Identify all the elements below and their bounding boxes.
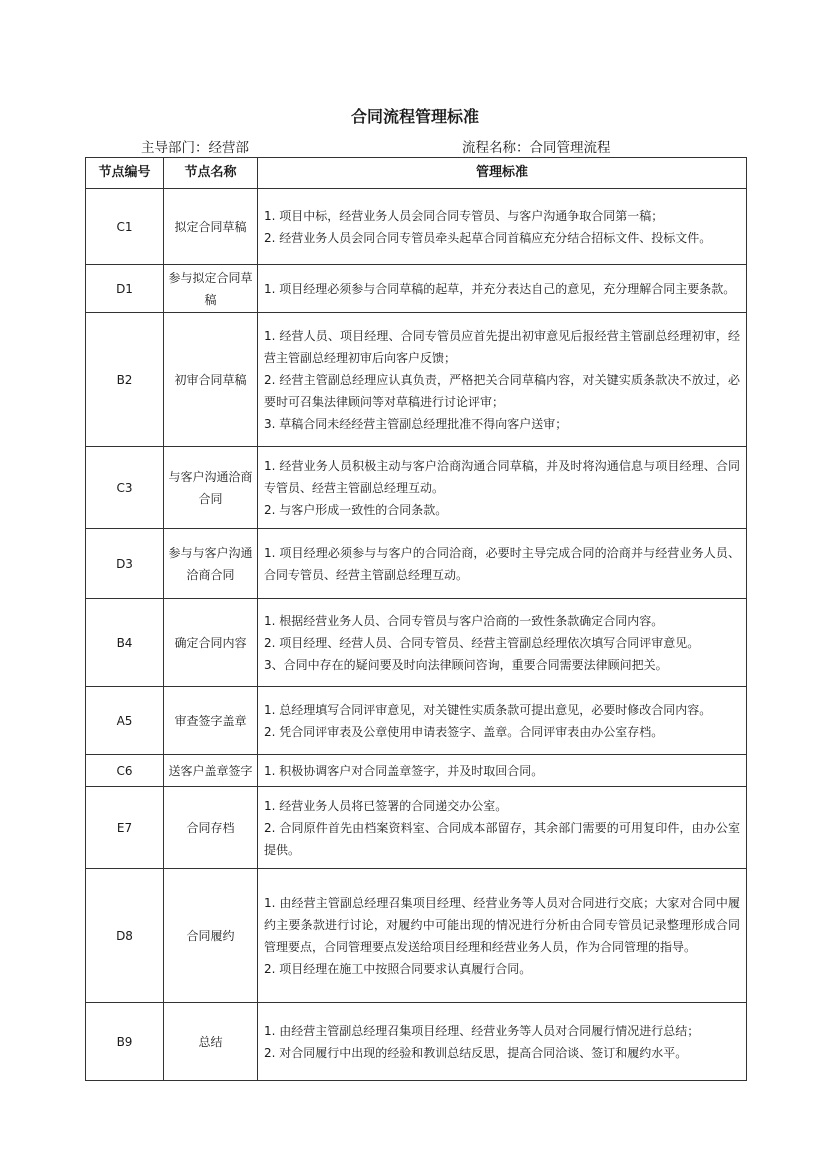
- process-name: 流程名称：合同管理流程: [462, 140, 611, 156]
- standard-item: 3、合同中存在的疑问要及时向法律顾问咨询，重要合同需要法律顾问把关。: [264, 657, 668, 672]
- node-code-cell: C3: [86, 447, 164, 529]
- standard-item: 2. 对合同履行中出现的经验和教训总结反思，提高合同洽谈、签订和履约水平。: [264, 1045, 688, 1060]
- standard-cell: [258, 687, 747, 755]
- standard-cell: [258, 447, 747, 529]
- table-row: [86, 313, 747, 447]
- node-code-cell: C6: [86, 755, 164, 787]
- standard-item: 1. 由经营主管副总经理召集项目经理、经营业务等人员对合同进行交底；大家对合同中履约主要条款进行讨论，对履约中可能出现的情况进行分析由合同专管员记录整理形成合同管理要点，合同管理要点发送给项目经理和经营业务人员，作为合同管理的指导。: [264, 895, 740, 954]
- standard-item: 1. 项目中标，经营业务人员会同合同专管员、与客户沟通争取合同第一稿；: [264, 208, 664, 223]
- standards-table: [85, 157, 747, 1081]
- standard-item: 1. 由经营主管副总经理召集项目经理、经营业务等人员对合同履行情况进行总结；: [264, 1023, 700, 1038]
- table-row: [86, 447, 747, 529]
- document-title: 合同流程管理标准: [350, 107, 479, 126]
- node-code-cell: A5: [86, 687, 164, 755]
- standard-cell: [258, 869, 747, 1003]
- table-row: [86, 599, 747, 687]
- node-code-cell: E7: [86, 787, 164, 869]
- node-code-cell: B4: [86, 599, 164, 687]
- standard-item: 2. 凭合同评审表及公章使用申请表签字、盖章。合同评审表由办公室存档。: [264, 724, 664, 739]
- node-code-cell: D1: [86, 265, 164, 313]
- node-code-cell: B9: [86, 1003, 164, 1081]
- node-code-cell: B2: [86, 313, 164, 447]
- standard-cell: [258, 787, 747, 869]
- node-name-cell: 审查签字盖章: [164, 687, 258, 755]
- standard-item: 2. 合同原件首先由档案资料室、合同成本部留存，其余部门需要的可用复印件，由办公室提供。: [264, 820, 740, 857]
- header-standard: 管理标准: [258, 158, 747, 189]
- table-row: [86, 265, 747, 313]
- node-name-cell: 确定合同内容: [164, 599, 258, 687]
- standard-item: 1. 经营业务人员将已签署的合同递交办公室。: [264, 798, 508, 813]
- standard-cell: [258, 599, 747, 687]
- node-name-cell: 初审合同草稿: [164, 313, 258, 447]
- standard-item: 2. 与客户形成一致性的合同条款。: [264, 502, 448, 517]
- standard-cell: [258, 313, 747, 447]
- table-header-row: [86, 158, 747, 189]
- header-node-code: 节点编号: [86, 158, 164, 189]
- standard-item: 1. 项目经理必须参与与客户的合同洽商，必要时主导完成合同的洽商并与经营业务人员、合同专管员、经营主管副总经理互动。: [264, 545, 740, 582]
- node-name-cell: 合同存档: [164, 787, 258, 869]
- lead-department: 主导部门：经营部: [141, 140, 249, 156]
- table-row: [86, 687, 747, 755]
- table-row: [86, 1003, 747, 1081]
- table-row: [86, 755, 747, 787]
- standard-item: 1. 经营人员、项目经理、合同专管员应首先提出初审意见后报经营主管副总经理初审，经营主管副总经理初审后向客户反馈；: [264, 328, 740, 365]
- node-code-cell: D8: [86, 869, 164, 1003]
- node-name-cell: 送客户盖章签字: [164, 755, 258, 787]
- standard-item: 2. 经营主管副总经理应认真负责，严格把关合同草稿内容，对关键实质条款决不放过，必要时可召集法律顾问等对草稿进行讨论评审；: [264, 372, 740, 409]
- standard-item: 1. 经营业务人员积极主动与客户洽商沟通合同草稿，并及时将沟通信息与项目经理、合同专管员、经营主管副总经理互动。: [264, 458, 740, 495]
- header-node-name: 节点名称: [164, 158, 258, 189]
- table-row: [86, 529, 747, 599]
- standard-item: 1. 项目经理必须参与合同草稿的起草，并充分表达自己的意见，充分理解合同主要条款。: [264, 281, 736, 296]
- table-row: [86, 869, 747, 1003]
- standard-item: 1. 根据经营业务人员、合同专管员与客户洽商的一致性条款确定合同内容。: [264, 613, 664, 628]
- node-name-cell: 总结: [164, 1003, 258, 1081]
- table-row: [86, 787, 747, 869]
- node-name-cell: 参与与客户沟通洽商合同: [164, 529, 258, 599]
- standard-item: 2. 经营业务人员会同合同专管员牵头起草合同首稿应充分结合招标文件、投标文件。: [264, 230, 712, 245]
- standard-cell: [258, 189, 747, 265]
- node-name-cell: 参与拟定合同草稿: [164, 265, 258, 313]
- standard-cell: [258, 755, 747, 787]
- standard-item: 2. 项目经理在施工中按照合同要求认真履行合同。: [264, 961, 532, 976]
- standard-item: 2. 项目经理、经营人员、合同专管员、经营主管副总经理依次填写合同评审意见。: [264, 635, 700, 650]
- node-code-cell: D3: [86, 529, 164, 599]
- node-name-cell: 与客户沟通洽商合同: [164, 447, 258, 529]
- node-name-cell: 合同履约: [164, 869, 258, 1003]
- standard-item: 1. 总经理填写合同评审意见，对关键性实质条款可提出意见，必要时修改合同内容。: [264, 702, 712, 717]
- standard-cell: [258, 1003, 747, 1081]
- node-name-cell: 拟定合同草稿: [164, 189, 258, 265]
- table-row: [86, 189, 747, 265]
- node-code-cell: C1: [86, 189, 164, 265]
- standard-item: 3. 草稿合同未经经营主管副总经理批准不得向客户送审；: [264, 416, 568, 431]
- standard-item: 1. 积极协调客户对合同盖章签字，并及时取回合同。: [264, 763, 544, 778]
- standard-cell: [258, 265, 747, 313]
- standard-cell: [258, 529, 747, 599]
